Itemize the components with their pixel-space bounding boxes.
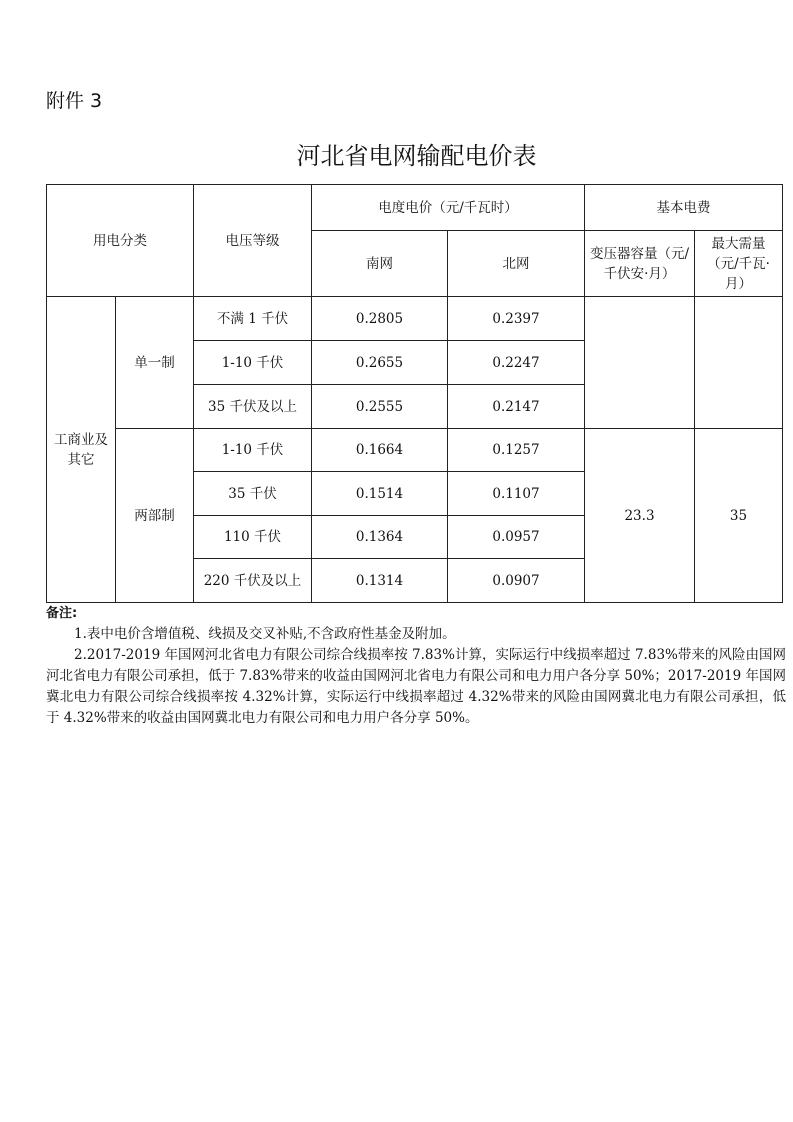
south-price-cell: 0.1514: [312, 472, 448, 516]
south-price-cell: 0.1314: [312, 559, 448, 603]
note-item: 1.表中电价含增值税、线损及交叉补贴,不含政府性基金及附加。: [74, 626, 456, 642]
north-price-cell: 0.1257: [448, 429, 585, 472]
notes-section: [46, 603, 786, 729]
header-category: 用电分类: [47, 185, 194, 297]
header-basic-fee: 基本电费: [585, 185, 783, 231]
voltage-cell: 不满 1 千伏: [194, 297, 312, 341]
attachment-label: 附件 3: [46, 90, 103, 112]
page-title: 河北省电网输配电价表: [296, 142, 537, 170]
south-price-cell: 0.2555: [312, 385, 448, 429]
north-price-cell: 0.2147: [448, 385, 585, 429]
header-voltage: 电压等级: [194, 185, 312, 297]
transformer-fee-cell: 23.3: [585, 429, 695, 603]
south-price-cell: 0.1364: [312, 516, 448, 559]
two-part-system-label: 两部制: [116, 429, 194, 603]
tariff-table: [46, 184, 783, 603]
header-south-grid: 南网: [312, 231, 448, 297]
voltage-cell: 35 千伏及以上: [194, 385, 312, 429]
category-cell: 工商业及其它: [47, 297, 116, 603]
south-price-cell: 0.1664: [312, 429, 448, 472]
north-price-cell: 0.2247: [448, 341, 585, 385]
north-price-cell: 0.1107: [448, 472, 585, 516]
header-north-grid: 北网: [448, 231, 585, 297]
north-price-cell: 0.0907: [448, 559, 585, 603]
max-demand-fee-cell: 35: [695, 429, 783, 603]
voltage-cell: 220 千伏及以上: [194, 559, 312, 603]
voltage-cell: 1-10 千伏: [194, 429, 312, 472]
north-price-cell: 0.0957: [448, 516, 585, 559]
note-item: 2.2017-2019 年国网河北省电力有限公司综合线损率按 7.83%计算，实际运行中线损率超过 7.83%带来的风险由国网河北省电力有限公司承担，低于 7.83%带来的收益由国网河北省电力有限公司和电力用户各分享 50%；2017-2019 年国网冀北电力有限公司综合线损率按 4.32%计算，实际运行中线损率超过 4.32%带来的风险由国网冀北电力有限公司承担，低于 4.32%带来的收益由国网冀北电力有限公司和电力用户各分享 50%。: [46, 647, 786, 726]
header-energy-price: 电度电价（元/千瓦时）: [312, 185, 585, 231]
south-price-cell: 0.2805: [312, 297, 448, 341]
voltage-cell: 1-10 千伏: [194, 341, 312, 385]
single-transformer-empty: [585, 297, 695, 429]
single-demand-empty: [695, 297, 783, 429]
voltage-cell: 110 千伏: [194, 516, 312, 559]
voltage-cell: 35 千伏: [194, 472, 312, 516]
header-transformer-capacity: 变压器容量（元/千伏安·月）: [585, 231, 695, 297]
north-price-cell: 0.2397: [448, 297, 585, 341]
header-max-demand: 最大需量（元/千瓦·月）: [695, 231, 783, 297]
south-price-cell: 0.2655: [312, 341, 448, 385]
single-system-label: 单一制: [116, 297, 194, 429]
notes-header: 备注:: [46, 606, 78, 621]
